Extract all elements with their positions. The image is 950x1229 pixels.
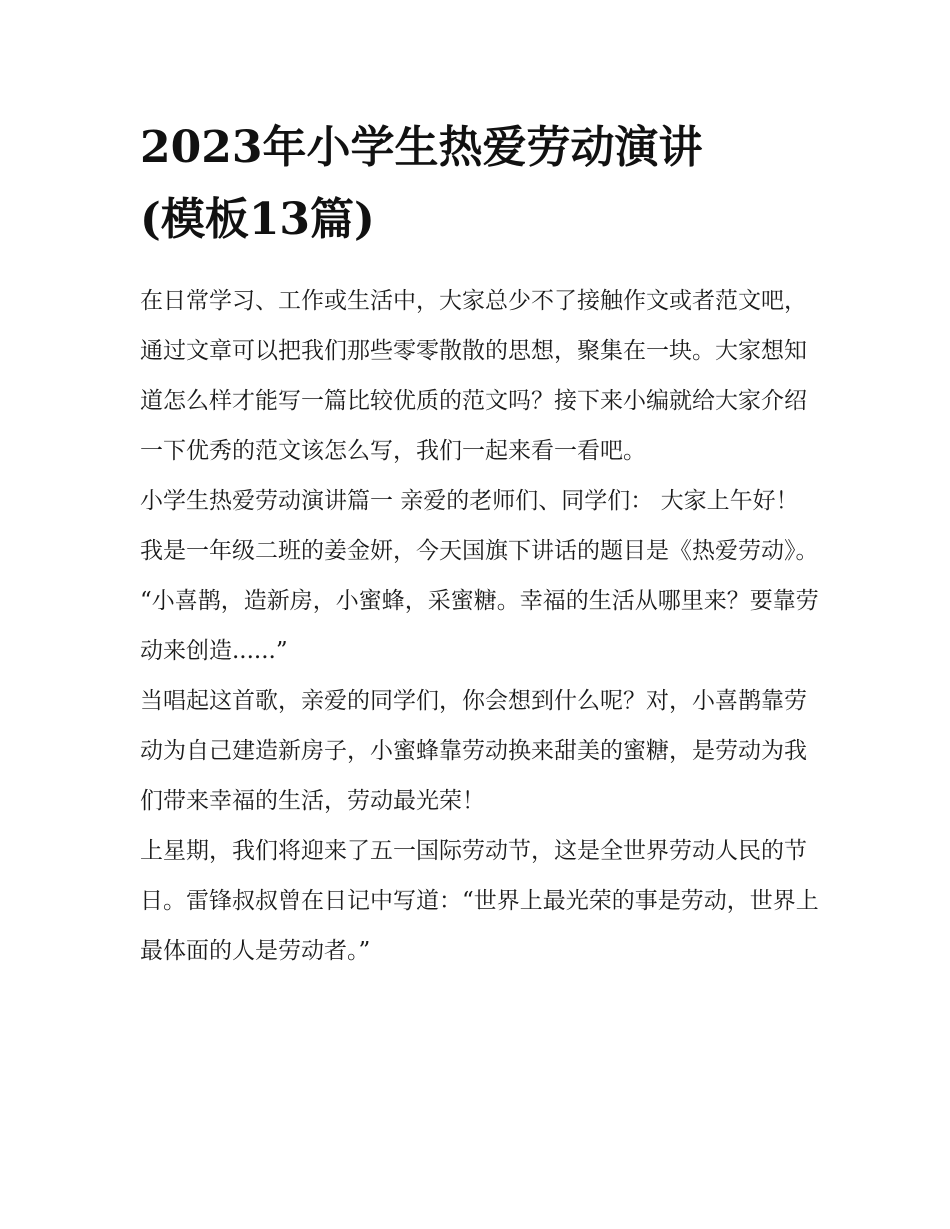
document-title (140, 112, 840, 256)
paragraph-song-quote: “小喜鹊，造新房，小蜜蜂，采蜜糖。幸福的生活从哪里来？要靠劳动来创造......” (140, 588, 819, 664)
paragraph-intro: 在日常学习、工作或生活中，大家总少不了接触作文或者范文吧，通过文章可以把我们那些零零散散的思想，聚集在一块。大家想知道怎么样才能写一篇比较优质的范文吗？接下来小编就给大家介绍一下优秀的范文该怎么写，我们一起来看一看吧。 (140, 288, 807, 464)
paragraph-speech-opening: 小学生热爱劳动演讲篇一 亲爱的老师们、同学们： 大家上午好！ 我是一年级二班的姜金妍，今天国旗下讲话的题目是《热爱劳动》。 (140, 488, 819, 564)
title-line-1: 2023年小学生热爱劳动演讲 (140, 122, 703, 173)
title-line-2: (模板13篇) (140, 194, 375, 245)
paragraph-labor-day: 上星期，我们将迎来了五一国际劳动节，这是全世界劳动人民的节日。雷锋叔叔曾在日记中写道：“世界上最光荣的事是劳动，世界上最体面的人是劳动者。” (140, 838, 819, 964)
document-body (140, 276, 820, 976)
paragraph-song-reflection: 当唱起这首歌，亲爱的同学们，你会想到什么呢？对，小喜鹊靠劳动为自己建造新房子，小蜜蜂靠劳动换来甜美的蜜糖，是劳动为我们带来幸福的生活，劳动最光荣！ (140, 688, 807, 814)
